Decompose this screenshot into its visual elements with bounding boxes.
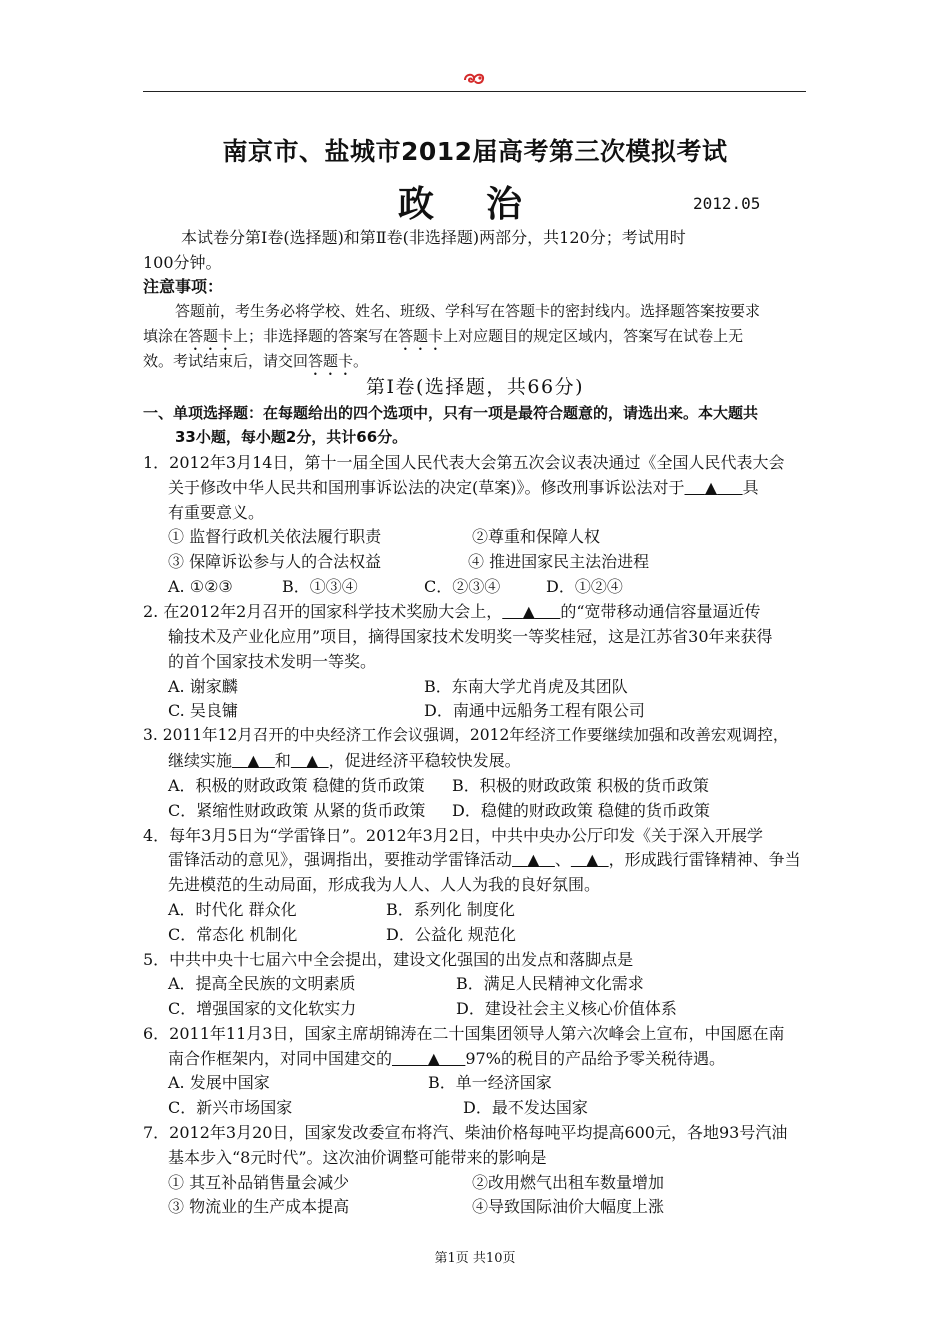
- statement: ③ 保障诉讼参与人的合法权益: [168, 552, 382, 571]
- option-a: A. 谢家麟: [168, 677, 238, 696]
- answer-blank: [512, 847, 555, 872]
- statement: ④导致国际油价大幅度上涨: [472, 1197, 665, 1216]
- notice-text: 填涂在: [143, 327, 189, 345]
- header-rule: [143, 91, 806, 92]
- statement: ④ 推进国家民主法治进程: [468, 552, 650, 571]
- header-logo-icon: [462, 70, 486, 88]
- answer-blank: [571, 847, 609, 872]
- question-text: ，形成践行雷锋精神、争当: [608, 850, 801, 869]
- statement: ① 其互补品销售量会减少: [168, 1173, 350, 1192]
- notice-heading: 注意事项：: [143, 277, 224, 296]
- option-d: D．稳健的财政政策 稳健的货币政策: [452, 801, 710, 820]
- question-3-line: [168, 748, 521, 773]
- option-b: B．满足人民精神文化需求: [456, 974, 644, 993]
- section-title: 第Ⅰ卷(选择题，共66分): [365, 376, 584, 398]
- question-3-line: 3. 2011年12月召开的中央经济工作会议强调，2012年经济工作要继续加强和改善宏观调控，: [143, 726, 789, 744]
- option-a: A．提高全民族的文明素质: [168, 974, 356, 993]
- question-text: 2. 在2012年2月召开的国家科学技术奖励大会上，: [143, 602, 503, 621]
- blank-marker: ▲: [522, 602, 535, 621]
- question-4-line: [168, 847, 801, 872]
- option-a: A. ①②③: [168, 577, 233, 596]
- part-heading: 33小题，每小题2分，共计66分。: [175, 428, 408, 446]
- notice-text: 。: [353, 352, 369, 370]
- option-c: C．紧缩性财政政策 从紧的货币政策: [168, 801, 426, 820]
- notice-line: 答题前，考生务必将学校、姓名、班级、学科写在答题卡的密封线内。选择题答案按要求: [175, 302, 761, 320]
- question-text: 继续实施: [168, 751, 233, 770]
- intro-line: 100分钟。: [143, 253, 222, 272]
- notice-text: 上对应题目的规定区域内，答案写在试卷上无: [443, 327, 744, 345]
- answer-blank: [291, 748, 329, 773]
- question-1-line: [168, 475, 759, 500]
- question-7-line: 7．2012年3月20日，国家发改委宣布将汽、柴油价格每吨平均提高600元，各地93号汽油: [143, 1123, 788, 1142]
- question-4-line: 先进模范的生动局面，形成我为人人、人人为我的良好氛围。: [168, 875, 601, 894]
- statement: ②尊重和保障人权: [472, 527, 601, 546]
- blank-marker: ▲: [527, 850, 540, 869]
- option-c: C．②③④: [424, 577, 501, 596]
- subject-title: 政治: [398, 184, 575, 225]
- option-c: C．常态化 机制化: [168, 925, 298, 944]
- option-d: D．①②④: [546, 577, 623, 596]
- emphasis-text: 答题卡: [398, 327, 444, 345]
- exam-date: 2012.05: [693, 194, 761, 213]
- option-b: B．①③④: [282, 577, 358, 596]
- page-footer: 第1页 共10页: [434, 1251, 516, 1266]
- option-b: B．东南大学尤肖虎及其团队: [424, 677, 628, 696]
- option-c: C．增强国家的文化软实力: [168, 999, 357, 1018]
- answer-blank: [685, 475, 743, 500]
- question-text: ，促进经济平稳较快发展。: [328, 751, 521, 770]
- statement: ① 监督行政机关依法履行职责: [168, 527, 382, 546]
- option-a: A．积极的财政政策 稳健的货币政策: [168, 776, 425, 795]
- option-d: D．最不发达国家: [463, 1098, 588, 1117]
- question-text: 南合作框架内，对同中国建交的: [168, 1049, 393, 1068]
- option-b: B．单一经济国家: [428, 1073, 552, 1092]
- option-d: D．南通中远船务工程有限公司: [424, 701, 645, 720]
- question-4-line: 4．每年3月5日为“学雷锋日”。2012年3月2日，中共中央办公厅印发《关于深入开展学: [143, 826, 763, 845]
- option-d: D．建设社会主义核心价值体系: [456, 999, 677, 1018]
- option-c: C．新兴市场国家: [168, 1098, 293, 1117]
- blank-marker: ▲: [247, 751, 260, 770]
- notice-text: 效。考试结束后，请交回: [143, 352, 309, 370]
- question-text: 具: [742, 478, 759, 497]
- option-a: A．时代化 群众化: [168, 900, 297, 919]
- option-b: B．积极的财政政策 积极的货币政策: [452, 776, 709, 795]
- doc-title: 南京市、盐城市2012届高考第三次模拟考试: [222, 137, 728, 166]
- part-heading: 一、单项选择题：在每题给出的四个选项中，只有一项是最符合题意的，请选出来。本大题共: [143, 404, 759, 422]
- option-d: D．公益化 规范化: [386, 925, 516, 944]
- blank-marker: ▲: [704, 478, 718, 497]
- question-2-line: 的首个国家技术发明一等奖。: [168, 652, 377, 671]
- option-a: A. 发展中国家: [168, 1073, 270, 1092]
- question-text: 的“宽带移动通信容量逼近传: [560, 602, 761, 621]
- question-text: 和: [274, 751, 291, 770]
- emphasis-text: 答题卡: [308, 352, 354, 370]
- answer-blank: [392, 1046, 465, 1071]
- question-6-line: [168, 1046, 725, 1071]
- intro-line: 本试卷分第Ⅰ卷(选择题)和第Ⅱ卷(非选择题)两部分，共120分；考试用时: [181, 228, 686, 247]
- question-text: 、: [554, 850, 571, 869]
- blank-marker: ▲: [586, 850, 599, 869]
- question-text: 97%的税目的产品给予零关税待遇。: [465, 1049, 725, 1068]
- question-6-line: 6．2011年11月3日，国家主席胡锦涛在二十国集团领导人第六次峰会上宣布，中国愿在南: [143, 1024, 785, 1043]
- blank-marker: ▲: [306, 751, 319, 770]
- option-c: C. 吴良镛: [168, 701, 238, 720]
- answer-blank: [502, 599, 560, 624]
- question-7-line: 基本步入“8元时代”。这次油价调整可能带来的影响是: [168, 1148, 547, 1167]
- statement: ③ 物流业的生产成本提高: [168, 1197, 350, 1216]
- question-2-line: [143, 599, 761, 624]
- blank-marker: ▲: [427, 1049, 440, 1068]
- statement: ②改用燃气出租车数量增加: [472, 1173, 665, 1192]
- notice-text: 上；非选择题的答案写在: [233, 327, 399, 345]
- question-text: 雷锋活动的意见》，强调指出，要推动学雷锋活动: [168, 850, 513, 869]
- question-5-line: 5．中共中央十七届六中全会提出，建设文化强国的出发点和落脚点是: [143, 950, 634, 969]
- question-1-line: 有重要意义。: [168, 503, 265, 522]
- question-2-line: 输技术及产业化应用”项目，摘得国家技术发明奖一等奖桂冠，这是江苏省30年来获得: [168, 627, 773, 646]
- answer-blank: [232, 748, 275, 773]
- question-text: 关于修改中华人民共和国刑事诉讼法的决定(草案)》。修改刑事诉讼法对于: [168, 478, 685, 497]
- question-1-line: 1．2012年3月14日，第十一届全国人民代表大会第五次会议表决通过《全国人民代表大会: [143, 453, 785, 472]
- emphasis-text: 答题卡: [188, 327, 234, 345]
- option-b: B．系列化 制度化: [386, 900, 515, 919]
